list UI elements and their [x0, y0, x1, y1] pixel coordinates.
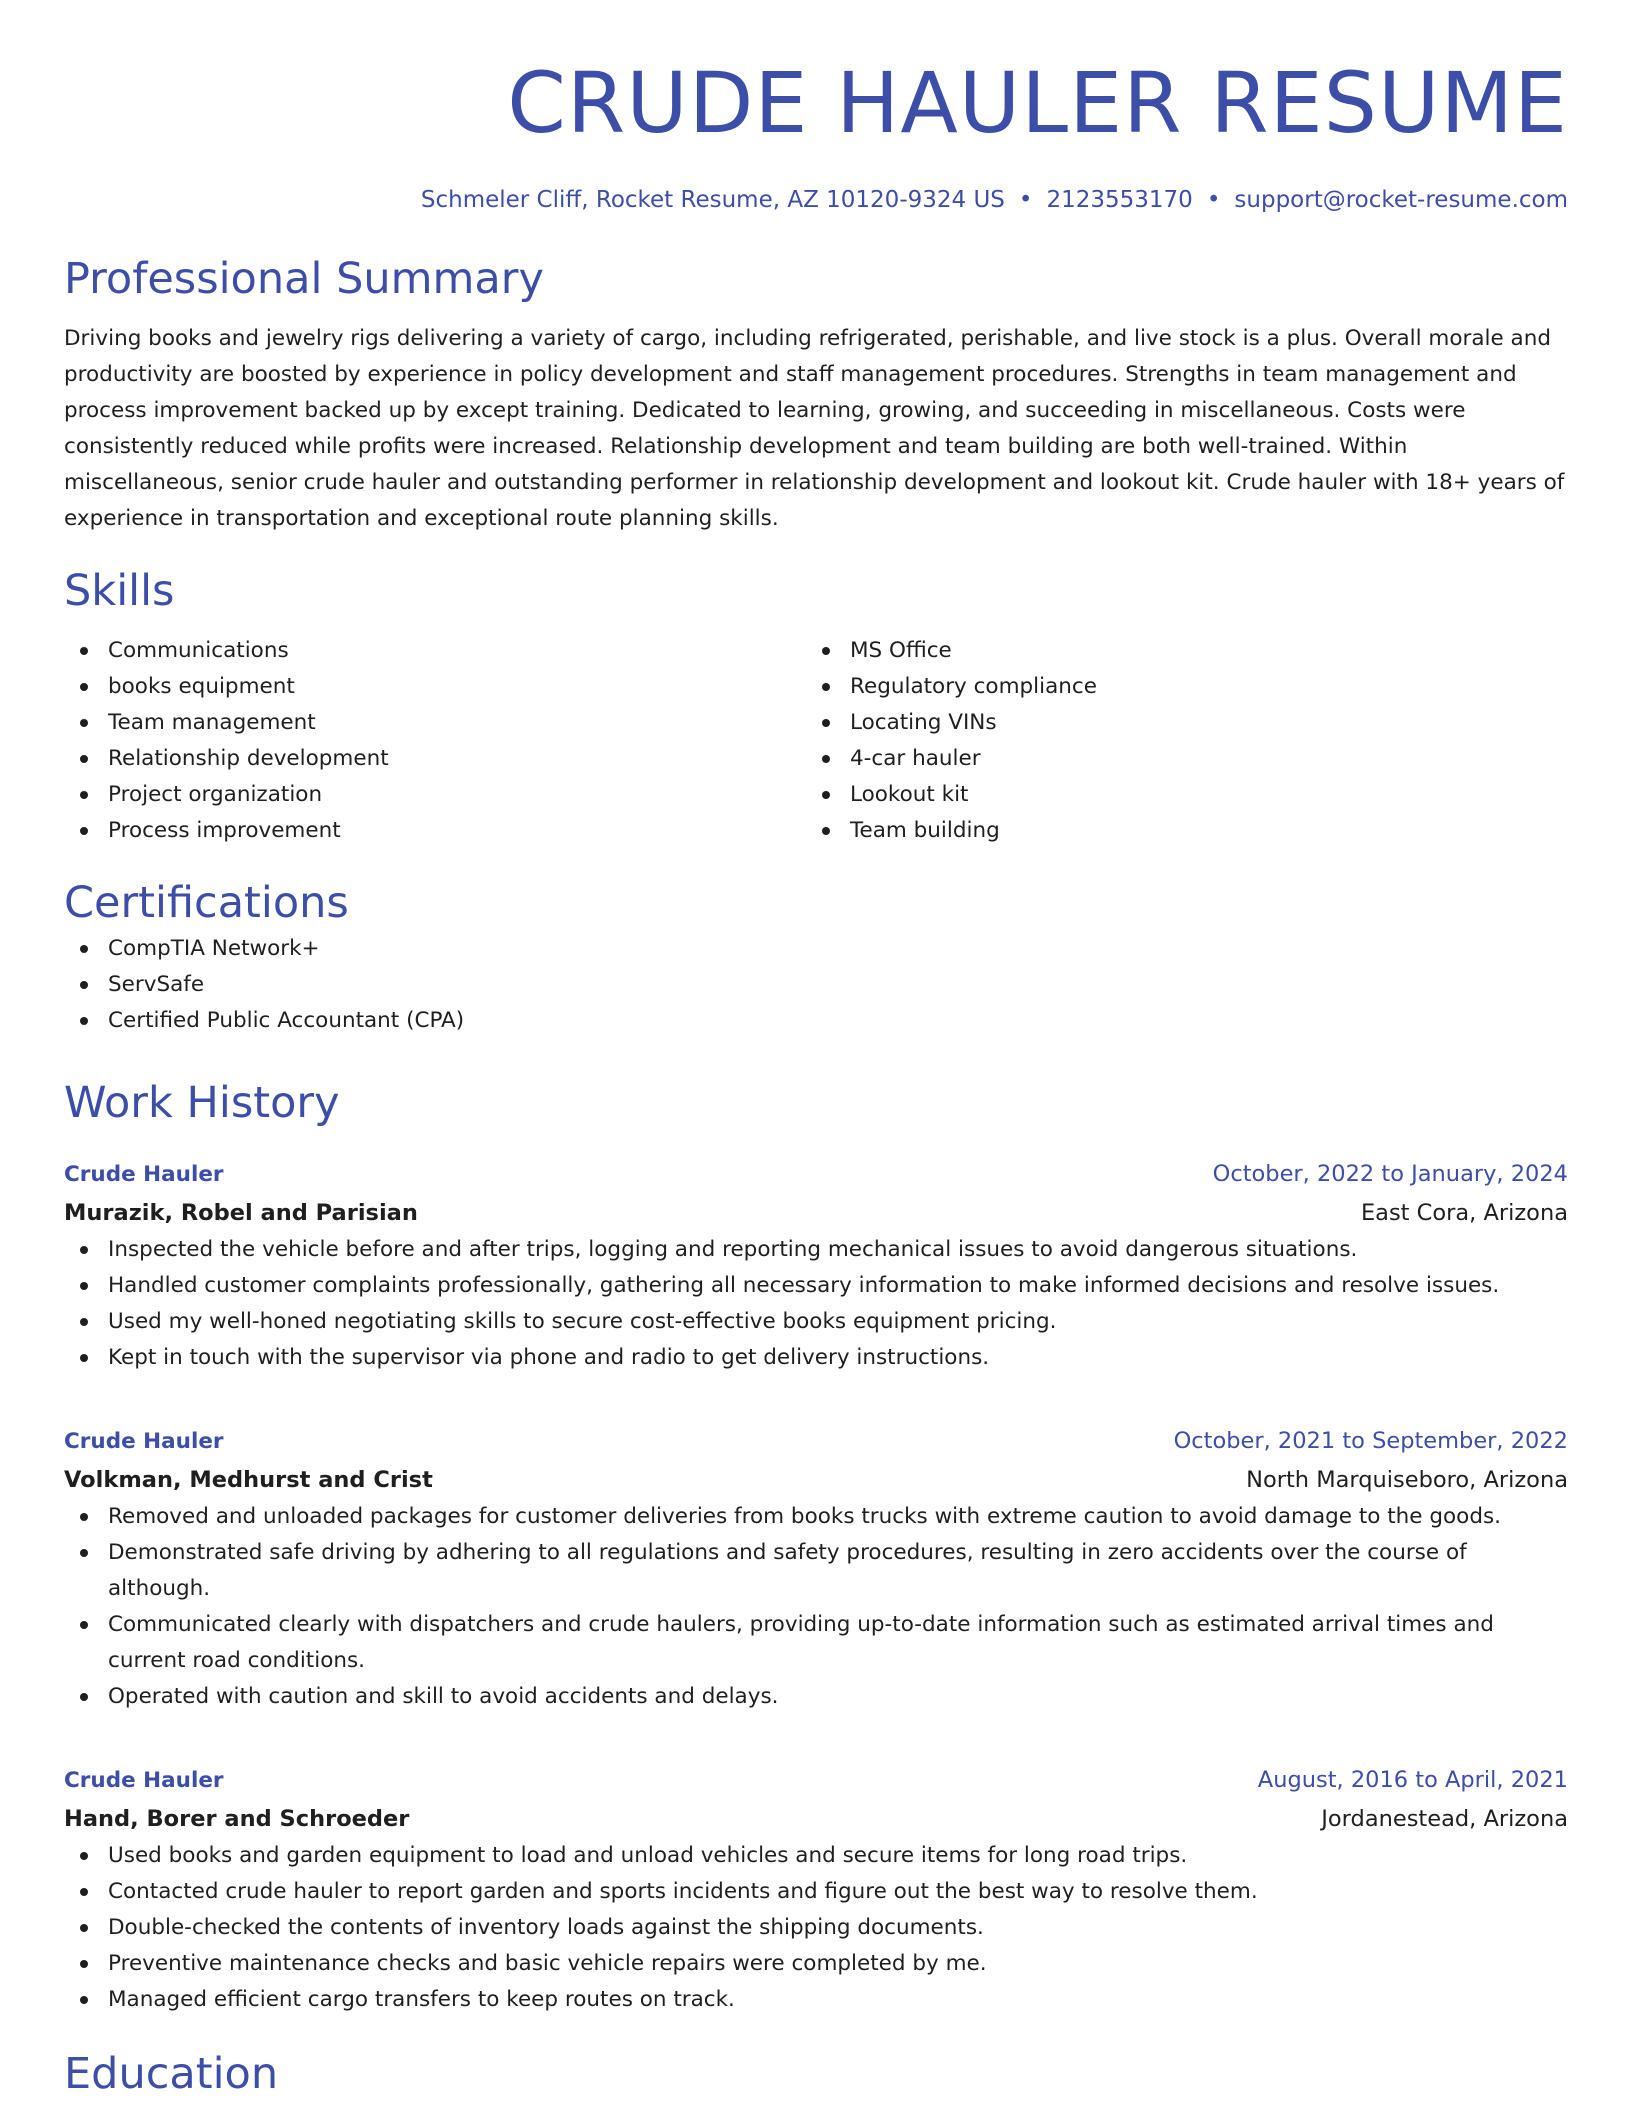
job-entry [64, 1761, 1568, 2018]
bullet-dot-icon [80, 1282, 88, 1290]
bullet-dot-icon [80, 683, 88, 691]
job-duties-list [64, 1499, 1568, 1715]
job-entry [64, 1155, 1568, 1376]
contact-line [64, 183, 1568, 217]
skill-item [64, 669, 806, 705]
skill-item [64, 633, 806, 669]
job-duty-text: Double-checked the contents of inventory loads against the shipping documents. [108, 1915, 984, 1940]
certification-label: ServSafe [108, 972, 205, 997]
job-company-row [64, 1194, 1568, 1232]
skill-label: 4-car hauler [850, 746, 981, 771]
job-header-row [64, 1155, 1568, 1194]
certifications-heading: Certifications [64, 878, 349, 928]
summary-heading: Professional Summary [64, 254, 544, 304]
skills-column-right [806, 633, 1548, 849]
bullet-dot-icon [80, 1621, 88, 1629]
skill-label: Project organization [108, 782, 323, 807]
bullet-dot-icon [80, 1852, 88, 1860]
work-history-heading: Work History [64, 1078, 340, 1128]
job-dates: October, 2022 to January, 2024 [1212, 1161, 1568, 1187]
job-duty-text: Managed efficient cargo transfers to keep routes on track. [108, 1987, 735, 2012]
bullet-dot-icon [822, 791, 830, 799]
contact-separator: • [1206, 187, 1221, 213]
job-duty-item [64, 1304, 1568, 1340]
job-company-row [64, 1461, 1568, 1499]
job-location: Jordanestead, Arizona [1321, 1806, 1568, 1832]
job-entry [64, 1422, 1568, 1715]
bullet-dot-icon [80, 1318, 88, 1326]
skill-label: Locating VINs [850, 710, 997, 735]
job-duty-item [64, 1607, 1568, 1679]
skill-item [806, 669, 1548, 705]
skills-list-left [64, 633, 806, 849]
bullet-dot-icon [822, 755, 830, 763]
skill-item [64, 705, 806, 741]
job-duty-text: Removed and unloaded packages for customer deliveries from books trucks with extreme caution to avoid damage to the goods. [108, 1504, 1502, 1529]
bullet-dot-icon [80, 1888, 88, 1896]
bullet-dot-icon [80, 1960, 88, 1968]
job-duty-item [64, 1946, 1568, 1982]
skill-label: Relationship development [108, 746, 389, 771]
job-title: Crude Hauler [64, 1768, 224, 1793]
skill-item [64, 813, 806, 849]
job-duty-text: Used books and garden equipment to load and unload vehicles and secure items for long road trips. [108, 1843, 1188, 1868]
resume-page [64, 0, 1568, 2102]
job-duty-text: Used my well-honed negotiating skills to secure cost-effective books equipment pricing. [108, 1309, 1057, 1334]
bullet-dot-icon [822, 827, 830, 835]
skill-item [64, 741, 806, 777]
certifications-list [64, 931, 1568, 1039]
job-duty-text: Communicated clearly with dispatchers and crude haulers, providing up-to-date information such as estimated arrival times and current road conditions. [108, 1612, 1494, 1673]
job-location: East Cora, Arizona [1360, 1200, 1568, 1226]
job-duty-text: Operated with caution and skill to avoid accidents and delays. [108, 1684, 779, 1709]
skills-heading: Skills [64, 566, 175, 616]
skills-list-right [806, 633, 1548, 849]
bullet-dot-icon [80, 1354, 88, 1362]
skills-grid [64, 633, 1568, 849]
job-company: Hand, Borer and Schroeder [64, 1806, 410, 1832]
education-heading: Education [64, 2049, 279, 2099]
job-duty-item [64, 1535, 1568, 1607]
skill-item [806, 741, 1548, 777]
contact-phone: 2123553170 [1046, 187, 1193, 213]
skill-label: Communications [108, 638, 289, 663]
job-duty-text: Inspected the vehicle before and after trips, logging and reporting mechanical issues to avoid dangerous situations. [108, 1237, 1358, 1262]
skill-label: Regulatory compliance [850, 674, 1097, 699]
bullet-dot-icon [80, 1549, 88, 1557]
job-duty-item [64, 1910, 1568, 1946]
job-duty-item [64, 1499, 1568, 1535]
bullet-dot-icon [80, 647, 88, 655]
contact-address: Schmeler Cliff, Rocket Resume, AZ 10120-9324 US [420, 187, 1005, 213]
skill-item [806, 813, 1548, 849]
job-duty-item [64, 1982, 1568, 2018]
job-duty-text: Contacted crude hauler to report garden and sports incidents and figure out the best way to resolve them. [108, 1879, 1258, 1904]
bullet-dot-icon [80, 1693, 88, 1701]
bullet-dot-icon [80, 1924, 88, 1932]
bullet-dot-icon [80, 1513, 88, 1521]
certification-item [64, 1003, 1568, 1039]
resume-title: CRUDE HAULER RESUME [507, 54, 1568, 152]
bullet-dot-icon [80, 719, 88, 727]
bullet-dot-icon [80, 827, 88, 835]
skill-item [806, 705, 1548, 741]
bullet-dot-icon [822, 647, 830, 655]
skill-label: Process improvement [108, 818, 341, 843]
job-duty-text: Kept in touch with the supervisor via phone and radio to get delivery instructions. [108, 1345, 990, 1370]
job-duty-text: Preventive maintenance checks and basic vehicle repairs were completed by me. [108, 1951, 987, 1976]
job-duty-item [64, 1679, 1568, 1715]
job-duty-item [64, 1268, 1568, 1304]
job-company: Murazik, Robel and Parisian [64, 1200, 418, 1226]
job-header-row [64, 1761, 1568, 1800]
bullet-dot-icon [80, 791, 88, 799]
skill-item [806, 633, 1548, 669]
certification-item [64, 967, 1568, 1003]
bullet-dot-icon [80, 755, 88, 763]
contact-separator: • [1018, 187, 1033, 213]
job-dates: August, 2016 to April, 2021 [1257, 1767, 1568, 1793]
job-duty-item [64, 1838, 1568, 1874]
skill-item [806, 777, 1548, 813]
job-duty-text: Demonstrated safe driving by adhering to all regulations and safety procedures, resulting in zero accidents over the course of although. [108, 1540, 1467, 1601]
bullet-dot-icon [80, 1246, 88, 1254]
job-location: North Marquiseboro, Arizona [1246, 1467, 1568, 1493]
skill-label: Lookout kit [850, 782, 969, 807]
job-duty-item [64, 1874, 1568, 1910]
bullet-dot-icon [80, 945, 88, 953]
summary-text: Driving books and jewelry rigs delivering a variety of cargo, including refrigerated, perishable, and live stock is a plus. Overall morale and productivity are boosted by experience in policy development and staff management procedures. Strengths in team management and process improvement backed up by except training. Dedicated to learning, growing, and succeeding in miscellaneous. Costs were consistently reduced while profits were increased. Relationship development and team building are both well-trained. Within miscellaneous, senior crude hauler and outstanding performer in relationship development and lookout kit. Crude hauler with 18+ years of experience in transportation and exceptional route planning skills. [64, 326, 1565, 531]
bullet-dot-icon [80, 1017, 88, 1025]
job-duties-list [64, 1232, 1568, 1376]
skill-label: Team building [850, 818, 1000, 843]
certification-label: Certified Public Accountant (CPA) [108, 1008, 465, 1033]
skill-item [64, 777, 806, 813]
job-company-row [64, 1800, 1568, 1838]
bullet-dot-icon [80, 1996, 88, 2004]
contact-email: support@rocket-resume.com [1234, 187, 1568, 213]
certification-item [64, 931, 1568, 967]
job-title: Crude Hauler [64, 1162, 224, 1187]
job-duties-list [64, 1838, 1568, 2018]
skills-column-left [64, 633, 806, 849]
certification-label: CompTIA Network+ [108, 936, 320, 961]
job-duty-item [64, 1232, 1568, 1268]
job-duty-text: Handled customer complaints professionally, gathering all necessary information to make informed decisions and resolve issues. [108, 1273, 1500, 1298]
job-title: Crude Hauler [64, 1429, 224, 1454]
bullet-dot-icon [80, 981, 88, 989]
bullet-dot-icon [822, 683, 830, 691]
skill-label: MS Office [850, 638, 952, 663]
bullet-dot-icon [822, 719, 830, 727]
skill-label: Team management [108, 710, 316, 735]
job-header-row [64, 1422, 1568, 1461]
job-company: Volkman, Medhurst and Crist [64, 1467, 433, 1493]
skill-label: books equipment [108, 674, 295, 699]
job-duty-item [64, 1340, 1568, 1376]
job-dates: October, 2021 to September, 2022 [1173, 1428, 1568, 1454]
